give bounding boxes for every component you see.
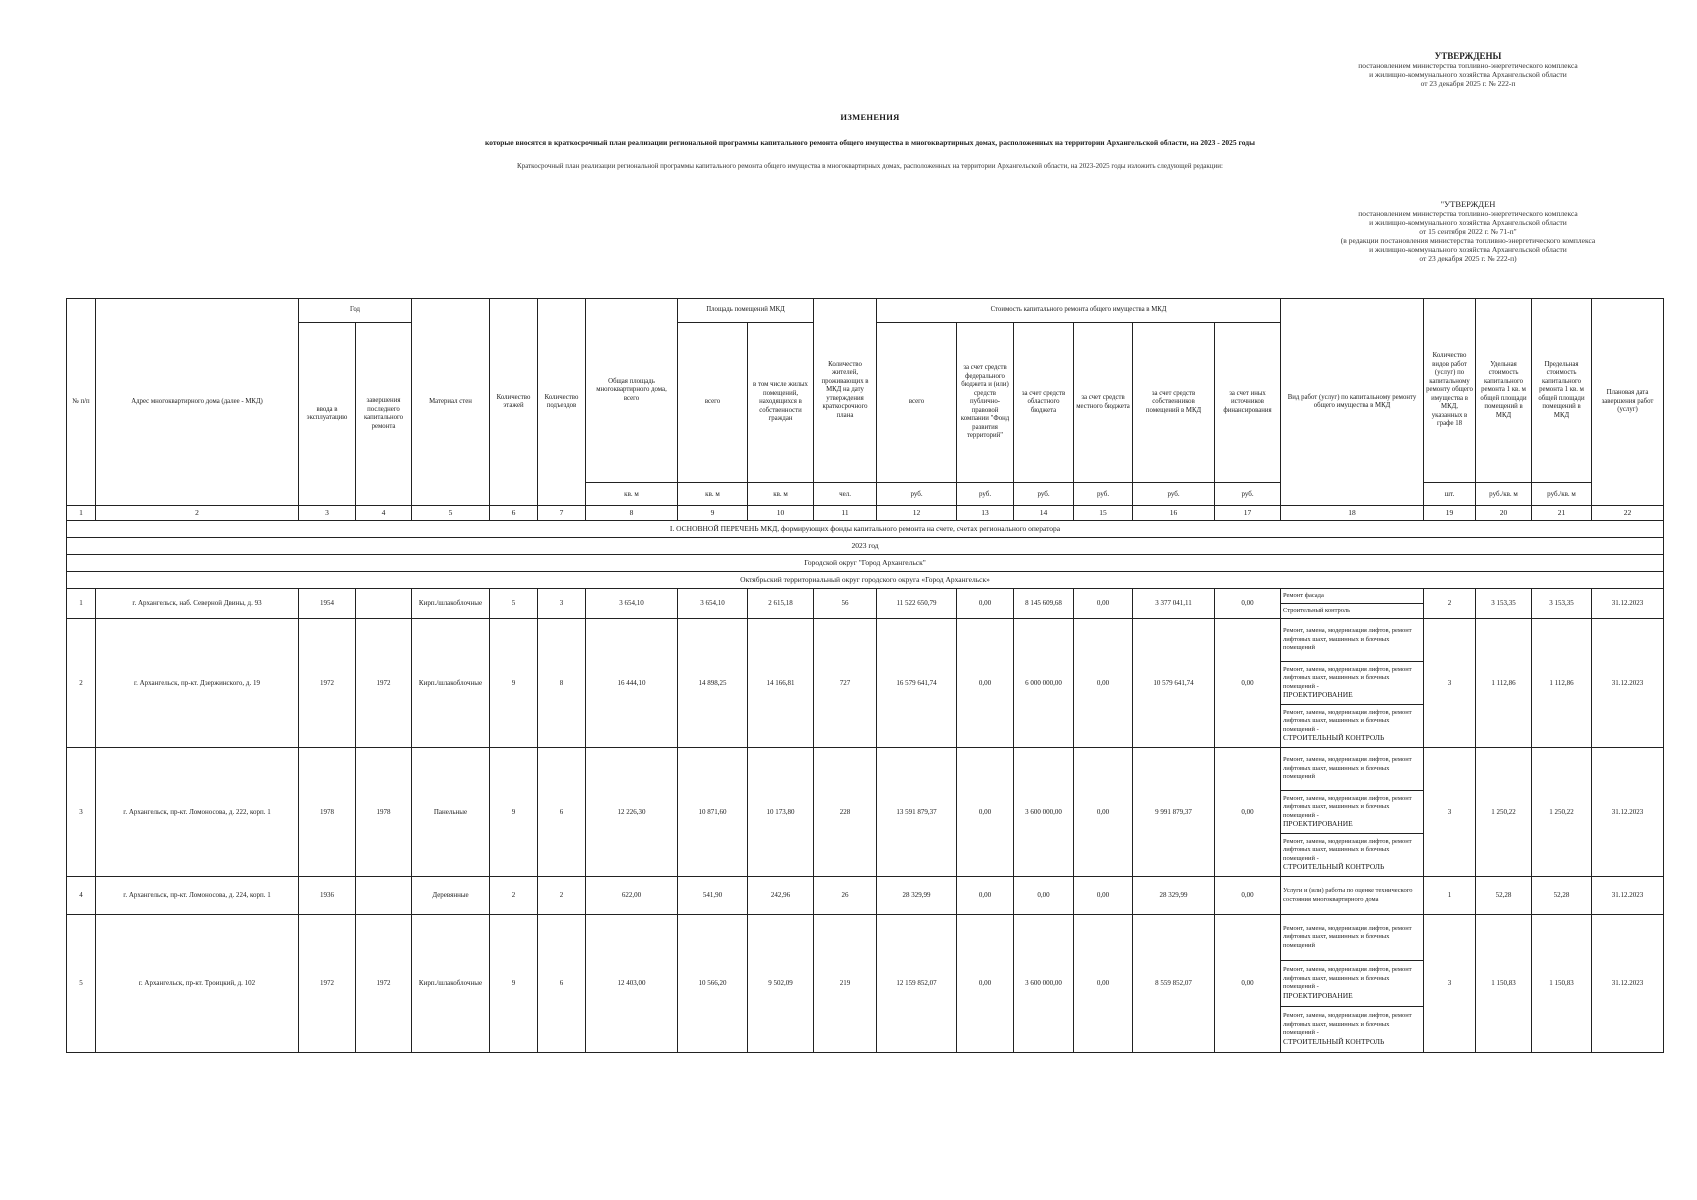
cost-total-cell: 28 329,99	[877, 877, 957, 915]
header-cost-federal: за счет средств федерального бюджета и (или) средств публично-правовой компании "Фонд развития территорий"	[957, 323, 1014, 483]
residents-cell: 56	[814, 589, 877, 619]
unit-cell: руб./кв. м	[1476, 483, 1532, 506]
column-number-cell: 10	[748, 506, 814, 521]
cost-owners-cell: 28 329,99	[1133, 877, 1215, 915]
unit-cost-cell: 1 150,83	[1476, 915, 1532, 1053]
cost-local-cell: 0,00	[1074, 589, 1133, 619]
work-count-cell: 2	[1424, 589, 1476, 619]
floors-cell: 5	[490, 589, 538, 619]
table-row	[67, 915, 1664, 961]
header-entrances: Количество подъездов	[538, 299, 586, 506]
year-repair-cell: 1978	[356, 748, 412, 877]
approval-line: от 23 декабря 2025 г. № 222-п	[1420, 79, 1516, 88]
header-planned-date: Плановая дата завершения работ (услуг)	[1592, 299, 1664, 506]
year-commission-cell: 1972	[299, 619, 356, 748]
unit-cell: чел.	[814, 483, 877, 506]
work-type-stage: ПРОЕКТИРОВАНИЕ	[1283, 990, 1353, 1000]
header-unit-cost: Удельная стоимость капитального ремонта 1 кв. м общей площади помещений в МКД	[1476, 299, 1532, 483]
cost-federal-cell: 0,00	[957, 619, 1014, 748]
document-subtitle: которые вносятся в краткосрочный план реализации региональной программы капитального ремонта общего имущества в многоквартирных домах, расположенных на территории Архангельской области, на 2023 - 2025 годы	[485, 138, 1255, 147]
header-total-area: Общая площадь многоквартирного дома, всего	[586, 299, 678, 483]
work-type-text: Ремонт, замена, модернизация лифтов, ремонт лифтовых шахт, машинных и блочных помещений -	[1283, 708, 1412, 733]
header-num: № п/п	[67, 299, 96, 506]
approval-line: от 15 сентября 2022 г. № 71-п"	[1419, 227, 1517, 236]
work-type-text: Строительный контроль	[1283, 606, 1351, 614]
work-type-text: Ремонт, замена, модернизация лифтов, ремонт лифтовых шахт, машинных и блочных помещений -	[1283, 1012, 1412, 1036]
total-area-cell: 3 654,10	[586, 589, 678, 619]
header-work-count: Количество видов работ (услуг) по капитальному ремонту общего имущества в МКД, указанных в графе 18	[1424, 299, 1476, 483]
column-number-cell: 15	[1074, 506, 1133, 521]
wall-material-cell: Кирп./шлакоблочные	[412, 589, 490, 619]
work-type-stage: ПРОЕКТИРОВАНИЕ	[1283, 690, 1353, 699]
address-cell: г. Архангельск, наб. Северной Двины, д. 93	[96, 589, 299, 619]
cost-total-cell: 12 159 852,07	[877, 915, 957, 1053]
table-row	[67, 619, 1664, 662]
cost-other-cell: 0,00	[1215, 748, 1281, 877]
wall-material-cell: Кирп./шлакоблочные	[412, 915, 490, 1053]
year-repair-cell: 1972	[356, 915, 412, 1053]
approval-line: (в редакции постановления министерства топливно-энергетического комплекса	[1340, 236, 1596, 245]
unit-cell: руб.	[1133, 483, 1215, 506]
work-count-cell: 3	[1424, 915, 1476, 1053]
year-repair-cell	[356, 877, 412, 915]
header-cost-owners: за счет средств собственников помещений в МКД	[1133, 323, 1215, 483]
work-count-cell: 3	[1424, 748, 1476, 877]
work-type-text: Ремонт, замена, модернизация лифтов, ремонт лифтовых шахт, машинных и блочных помещений	[1283, 924, 1412, 949]
cost-regional-cell: 3 600 000,00	[1014, 915, 1074, 1053]
area-residential-cell: 9 502,09	[748, 915, 814, 1053]
column-number-cell: 3	[299, 506, 356, 521]
wall-material-cell: Панельные	[412, 748, 490, 877]
column-number-cell: 14	[1014, 506, 1074, 521]
table-row	[67, 589, 1664, 604]
cost-federal-cell: 0,00	[957, 748, 1014, 877]
work-type-cell	[1281, 1007, 1424, 1053]
column-number-cell: 22	[1592, 506, 1664, 521]
column-number-cell: 17	[1215, 506, 1281, 521]
work-type-text: Ремонт, замена, модернизация лифтов, ремонт лифтовых шахт, машинных и блочных помещений	[1283, 627, 1412, 652]
cost-local-cell: 0,00	[1074, 877, 1133, 915]
cost-federal-cell: 0,00	[957, 589, 1014, 619]
residents-cell: 727	[814, 619, 877, 748]
area-residential-cell: 242,96	[748, 877, 814, 915]
year-commission-cell: 1954	[299, 589, 356, 619]
column-number-cell: 2	[96, 506, 299, 521]
planned-date-cell: 31.12.2023	[1592, 589, 1664, 619]
unit-cell: руб./кв. м	[1532, 483, 1592, 506]
unit-cost-cell: 1 250,22	[1476, 748, 1532, 877]
column-number-cell: 20	[1476, 506, 1532, 521]
floors-cell: 9	[490, 619, 538, 748]
column-number-cell: 18	[1281, 506, 1424, 521]
floors-cell: 9	[490, 748, 538, 877]
cost-owners-cell: 8 559 852,07	[1133, 915, 1215, 1053]
header-max-cost: Предельная стоимость капитального ремонта 1 кв. м общей площади помещений в МКД	[1532, 299, 1592, 483]
row-number: 4	[67, 877, 96, 915]
planned-date-cell: 31.12.2023	[1592, 877, 1664, 915]
cost-owners-cell: 9 991 879,37	[1133, 748, 1215, 877]
column-number-cell: 19	[1424, 506, 1476, 521]
work-type-cell	[1281, 748, 1424, 791]
entrances-cell: 2	[538, 877, 586, 915]
capital-repair-plan-table	[66, 298, 1664, 1053]
header-year-group: Год	[299, 299, 412, 323]
area-residential-cell: 10 173,80	[748, 748, 814, 877]
header-area-residential: в том числе жилых помещений, находящихся в собственности граждан	[748, 323, 814, 483]
subdistrict-title: Октябрьский территориальный округ городского округа «Город Архангельск»	[67, 572, 1664, 589]
unit-cell: кв. м	[748, 483, 814, 506]
max-cost-cell: 1 150,83	[1532, 915, 1592, 1053]
entrances-cell: 6	[538, 748, 586, 877]
max-cost-cell: 1 112,86	[1532, 619, 1592, 748]
cost-other-cell: 0,00	[1215, 915, 1281, 1053]
approval-head: УТВЕРЖДЕНЫ	[1434, 51, 1502, 61]
cost-total-cell: 16 579 641,74	[877, 619, 957, 748]
max-cost-cell: 3 153,35	[1532, 589, 1592, 619]
column-number-cell: 5	[412, 506, 490, 521]
residents-cell: 219	[814, 915, 877, 1053]
cost-federal-cell: 0,00	[957, 915, 1014, 1053]
unit-cost-cell: 3 153,35	[1476, 589, 1532, 619]
entrances-cell: 6	[538, 915, 586, 1053]
cost-other-cell: 0,00	[1215, 619, 1281, 748]
work-count-cell: 1	[1424, 877, 1476, 915]
total-area-cell: 12 226,30	[586, 748, 678, 877]
work-type-cell	[1281, 662, 1424, 705]
year-repair-cell	[356, 589, 412, 619]
row-number: 5	[67, 915, 96, 1053]
row-number: 1	[67, 589, 96, 619]
cost-regional-cell: 3 600 000,00	[1014, 748, 1074, 877]
address-cell: г. Архангельск, пр-кт. Ломоносова, д. 222, корп. 1	[96, 748, 299, 877]
unit-cell: руб.	[1215, 483, 1281, 506]
cost-owners-cell: 3 377 041,11	[1133, 589, 1215, 619]
max-cost-cell: 52,28	[1532, 877, 1592, 915]
column-number-cell: 8	[586, 506, 678, 521]
work-type-stage: ПРОЕКТИРОВАНИЕ	[1283, 819, 1353, 828]
wall-material-cell: Кирп./шлакоблочные	[412, 619, 490, 748]
cost-local-cell: 0,00	[1074, 619, 1133, 748]
address-cell: г. Архангельск, пр-кт. Дзержинского, д. 19	[96, 619, 299, 748]
area-total-cell: 10 566,20	[678, 915, 748, 1053]
unit-cost-cell: 1 112,86	[1476, 619, 1532, 748]
year-title: 2023 год	[67, 538, 1664, 555]
entrances-cell: 8	[538, 619, 586, 748]
header-work-type: Вид работ (услуг) по капитальному ремонту общего имущества в МКД	[1281, 299, 1424, 506]
year-commission-cell: 1936	[299, 877, 356, 915]
approval-line: и жилищно-коммунального хозяйства Архангельской области	[1369, 70, 1567, 79]
planned-date-cell: 31.12.2023	[1592, 915, 1664, 1053]
cost-other-cell: 0,00	[1215, 589, 1281, 619]
header-cost-group: Стоимость капитального ремонта общего имущества в МКД	[877, 299, 1281, 323]
header-cost-other: за счет иных источников финансирования	[1215, 323, 1281, 483]
approval-line: постановлением министерства топливно-энергетического комплекса	[1358, 61, 1578, 70]
header-year-last-repair: завершения последнего капитального ремонта	[356, 323, 412, 506]
header-year-commission: ввода в эксплуатацию	[299, 323, 356, 506]
work-type-cell	[1281, 791, 1424, 834]
column-number-cell: 16	[1133, 506, 1215, 521]
work-type-cell	[1281, 705, 1424, 748]
document-intro: Краткосрочный план реализации региональной программы капитального ремонта общего имущества в многоквартирных домах, расположенных на территории Архангельской области, на 2023-2025 годы изложить следующей редакции:	[517, 162, 1223, 170]
cost-other-cell: 0,00	[1215, 877, 1281, 915]
total-area-cell: 622,00	[586, 877, 678, 915]
work-type-text: Услуги и (или) работы по оценке технического состояния многоквартирного дома	[1283, 887, 1413, 903]
work-type-cell	[1281, 589, 1424, 604]
year-commission-cell: 1978	[299, 748, 356, 877]
total-area-cell: 12 403,00	[586, 915, 678, 1053]
work-type-text: Ремонт, замена, модернизация лифтов, ремонт лифтовых шахт, машинных и блочных помещений -	[1283, 837, 1412, 862]
column-number-cell: 21	[1532, 506, 1592, 521]
unit-cell: шт.	[1424, 483, 1476, 506]
header-address: Адрес многоквартирного дома (далее - МКД)	[96, 299, 299, 506]
header-cost-local: за счет средств местного бюджета	[1074, 323, 1133, 483]
work-type-text: Ремонт, замена, модернизация лифтов, ремонт лифтовых шахт, машинных и блочных помещений	[1283, 756, 1412, 781]
work-count-cell: 3	[1424, 619, 1476, 748]
area-total-cell: 541,90	[678, 877, 748, 915]
table-row	[67, 748, 1664, 791]
area-residential-cell: 2 615,18	[748, 589, 814, 619]
work-type-cell	[1281, 877, 1424, 915]
work-type-text: Ремонт, замена, модернизация лифтов, ремонт лифтовых шахт, машинных и блочных помещений -	[1283, 794, 1412, 819]
area-total-cell: 14 898,25	[678, 619, 748, 748]
section-title: I. ОСНОВНОЙ ПЕРЕЧЕНЬ МКД, формирующих фонды капитального ремонта на счете, счетах регионального оператора	[67, 521, 1664, 538]
approval-line: постановлением министерства топливно-энергетического комплекса	[1358, 209, 1578, 218]
approval-block-second	[1298, 200, 1638, 263]
work-type-stage: СТРОИТЕЛЬНЫЙ КОНТРОЛЬ	[1283, 1036, 1385, 1046]
header-area-group: Площадь помещений МКД	[678, 299, 814, 323]
planned-date-cell: 31.12.2023	[1592, 619, 1664, 748]
header-area-total: всего	[678, 323, 748, 483]
header-floors: Количество этажей	[490, 299, 538, 506]
year-repair-cell: 1972	[356, 619, 412, 748]
area-total-cell: 3 654,10	[678, 589, 748, 619]
year-commission-cell: 1972	[299, 915, 356, 1053]
column-number-cell: 7	[538, 506, 586, 521]
column-numbers-row	[67, 506, 1664, 521]
unit-cell: руб.	[877, 483, 957, 506]
cost-regional-cell: 0,00	[1014, 877, 1074, 915]
cost-local-cell: 0,00	[1074, 748, 1133, 877]
table-row	[67, 877, 1664, 915]
floors-cell: 2	[490, 877, 538, 915]
max-cost-cell: 1 250,22	[1532, 748, 1592, 877]
row-number: 3	[67, 748, 96, 877]
work-type-stage: СТРОИТЕЛЬНЫЙ КОНТРОЛЬ	[1283, 733, 1385, 742]
approval-line: и жилищно-коммунального хозяйства Архангельской области	[1369, 218, 1567, 227]
work-type-cell	[1281, 619, 1424, 662]
work-type-cell	[1281, 915, 1424, 961]
column-number-cell: 12	[877, 506, 957, 521]
row-number: 2	[67, 619, 96, 748]
header-residents: Количество жителей, проживающих в МКД на дату утверждения краткосрочного плана	[814, 299, 877, 483]
approval-line: от 23 декабря 2025 г. № 222-п)	[1419, 254, 1517, 263]
column-number-cell: 1	[67, 506, 96, 521]
area-total-cell: 10 871,60	[678, 748, 748, 877]
cost-federal-cell: 0,00	[957, 877, 1014, 915]
wall-material-cell: Деревянные	[412, 877, 490, 915]
entrances-cell: 3	[538, 589, 586, 619]
work-type-text: Ремонт фасада	[1283, 591, 1324, 599]
unit-cell: кв. м	[678, 483, 748, 506]
column-number-cell: 13	[957, 506, 1014, 521]
residents-cell: 228	[814, 748, 877, 877]
approval-block-top	[1318, 52, 1618, 88]
cost-total-cell: 11 522 650,79	[877, 589, 957, 619]
column-number-cell: 6	[490, 506, 538, 521]
unit-cell: кв. м	[586, 483, 678, 506]
column-number-cell: 4	[356, 506, 412, 521]
unit-cell: руб.	[1014, 483, 1074, 506]
header-cost-regional: за счет средств областного бюджета	[1014, 323, 1074, 483]
work-type-cell	[1281, 604, 1424, 619]
unit-cost-cell: 52,28	[1476, 877, 1532, 915]
cost-owners-cell: 10 579 641,74	[1133, 619, 1215, 748]
column-number-cell: 11	[814, 506, 877, 521]
planned-date-cell: 31.12.2023	[1592, 748, 1664, 877]
address-cell: г. Архангельск, пр-кт. Ломоносова, д. 224, корп. 1	[96, 877, 299, 915]
total-area-cell: 16 444,10	[586, 619, 678, 748]
unit-cell: руб.	[1074, 483, 1133, 506]
cost-regional-cell: 6 000 000,00	[1014, 619, 1074, 748]
work-type-cell	[1281, 961, 1424, 1007]
header-wall-material: Материал стен	[412, 299, 490, 506]
floors-cell: 9	[490, 915, 538, 1053]
work-type-text: Ремонт, замена, модернизация лифтов, ремонт лифтовых шахт, машинных и блочных помещений -	[1283, 966, 1412, 990]
address-cell: г. Архангельск, пр-кт. Троицкий, д. 102	[96, 915, 299, 1053]
document-title: ИЗМЕНЕНИЯ	[840, 112, 900, 122]
header-cost-total: всего	[877, 323, 957, 483]
district-title: Городской округ "Город Архангельск"	[67, 555, 1664, 572]
approval-line: и жилищно-коммунального хозяйства Архангельской области	[1369, 245, 1567, 254]
cost-total-cell: 13 591 879,37	[877, 748, 957, 877]
column-number-cell: 9	[678, 506, 748, 521]
unit-cell: руб.	[957, 483, 1014, 506]
approval-head: "УТВЕРЖДЕН	[1440, 199, 1496, 209]
area-residential-cell: 14 166,81	[748, 619, 814, 748]
residents-cell: 26	[814, 877, 877, 915]
cost-local-cell: 0,00	[1074, 915, 1133, 1053]
work-type-stage: СТРОИТЕЛЬНЫЙ КОНТРОЛЬ	[1283, 862, 1385, 871]
work-type-text: Ремонт, замена, модернизация лифтов, ремонт лифтовых шахт, машинных и блочных помещений -	[1283, 665, 1412, 690]
cost-regional-cell: 8 145 609,68	[1014, 589, 1074, 619]
work-type-cell	[1281, 834, 1424, 877]
